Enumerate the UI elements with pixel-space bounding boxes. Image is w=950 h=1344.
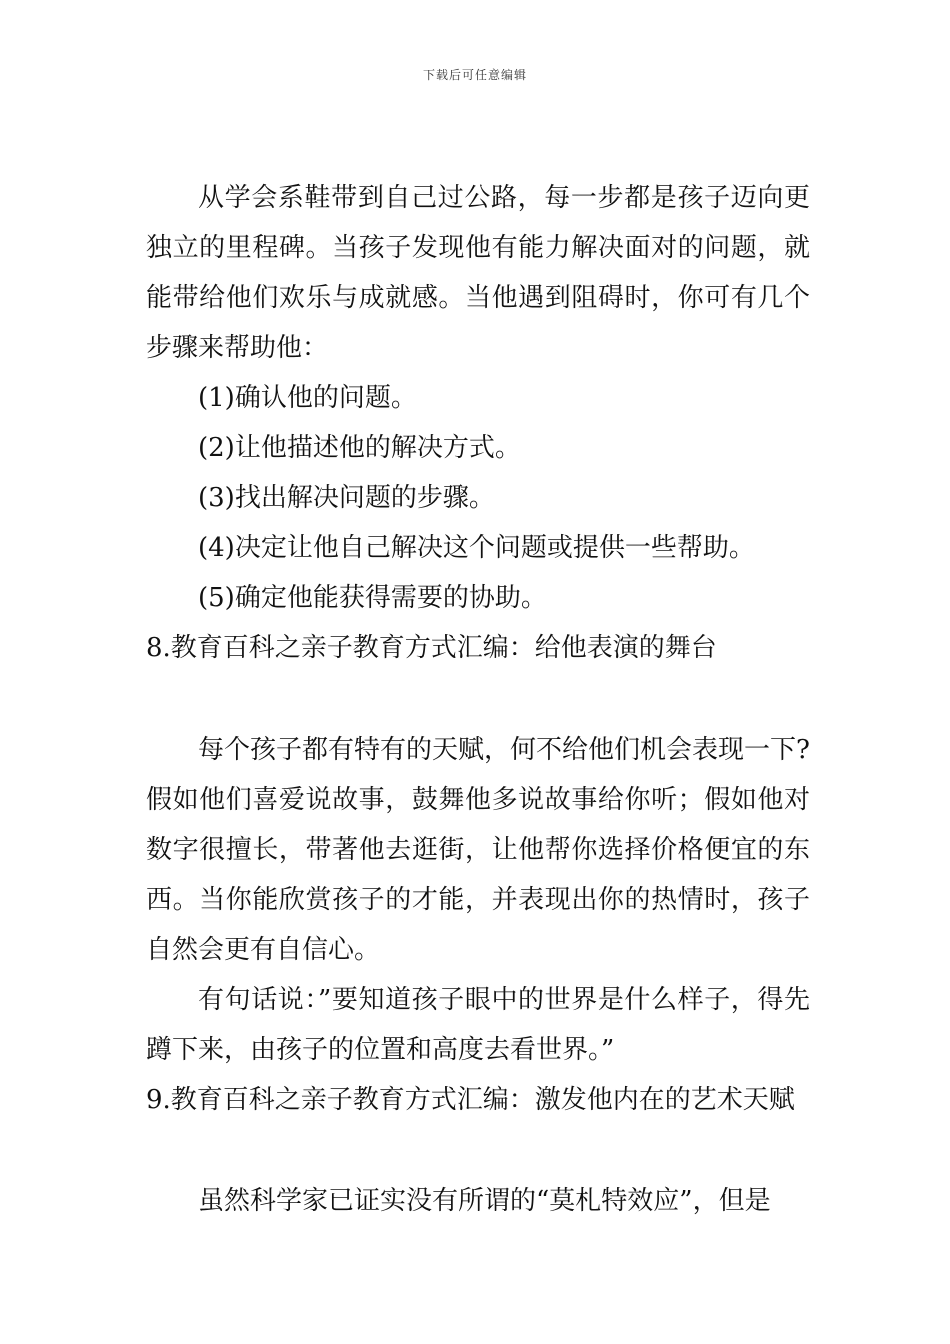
step-item-3: (3)找出解决问题的步骤。 [198, 483, 495, 513]
page-header-note: 下载后可任意编辑 [422, 68, 527, 82]
step-item-1: (1)确认他的问题。 [198, 383, 417, 413]
section-problem-solving [146, 173, 810, 673]
paragraph-saying: 有句话说：”要知道孩子眼中的世界是什么样子，得先蹲下来，由孩子的位置和高度去看世界。” [146, 985, 810, 1065]
paragraph-mozart: 虽然科学家已证实没有所谓的“莫札特效应”，但是 [198, 1186, 771, 1216]
step-item-4: (4)决定让他自己解决这个问题或提供一些帮助。 [198, 533, 755, 563]
step-item-5: (5)确定他能获得需要的协助。 [198, 583, 547, 613]
section-stage [146, 725, 810, 1125]
paragraph-intro: 从学会系鞋带到自己过公路，每一步都是孩子迈向更独立的里程碑。当孩子发现他有能力解决面对的问题，就能带给他们欢乐与成就感。当他遇到阻碍时，你可有几个步骤来帮助他： [146, 183, 810, 363]
paragraph-talents: 每个孩子都有特有的天赋，何不给他们机会表现一下?假如他们喜爱说故事，鼓舞他多说故事给你听；假如他对数字很擅长，带著他去逛街，让他帮你选择价格便宜的东西。当你能欣赏孩子的才能，并表现出你的热情时，孩子自然会更有自信心。 [146, 735, 810, 965]
step-item-2: (2)让他描述他的解决方式。 [198, 433, 521, 463]
section-art [146, 1176, 810, 1226]
section-heading-9: 9.教育百科之亲子教育方式汇编：激发他内在的艺术天赋 [146, 1085, 795, 1115]
section-heading-8: 8.教育百科之亲子教育方式汇编：给他表演的舞台 [146, 633, 717, 663]
